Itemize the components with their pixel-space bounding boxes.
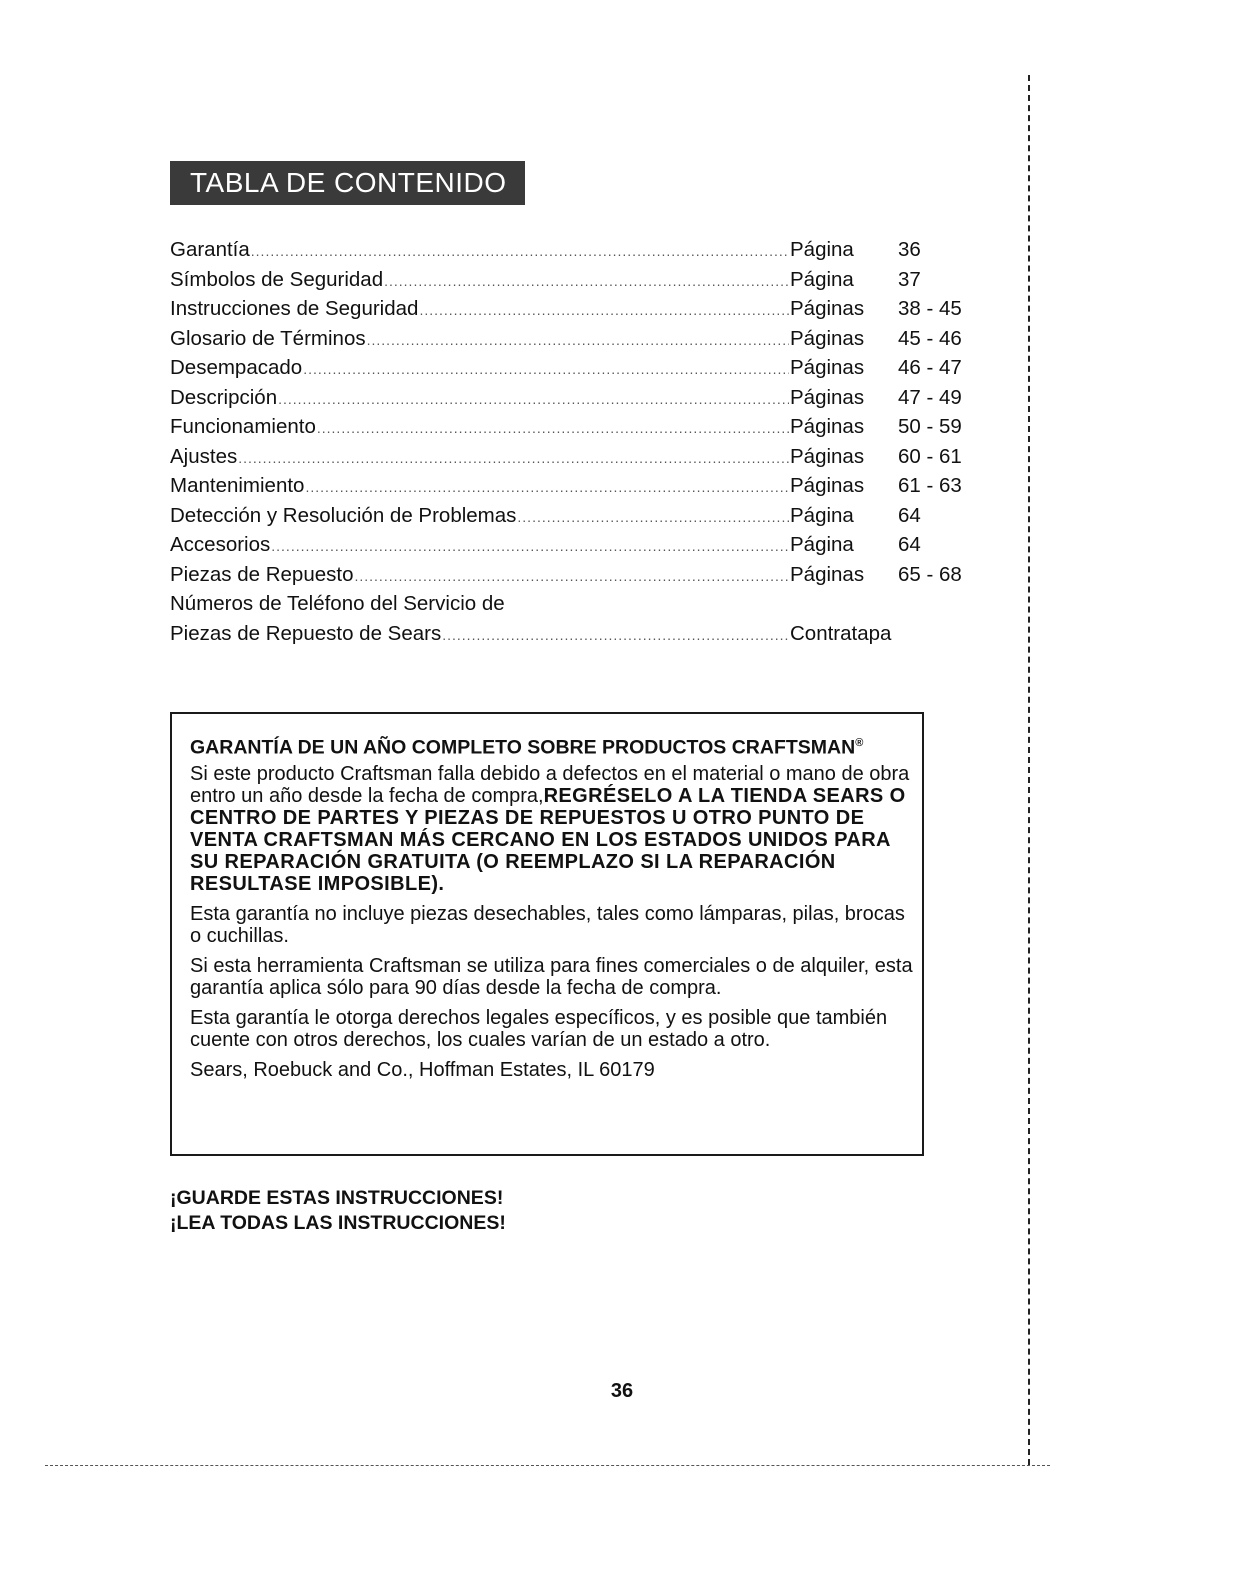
toc-page-word: Páginas: [790, 385, 865, 409]
toc-page-word: Página: [790, 238, 854, 261]
toc-page-range: 46 - 47: [898, 356, 962, 379]
read-instructions-notice: ¡LEA TODAS LAS INSTRUCCIONES!: [170, 1212, 506, 1234]
toc-page-range: 38 - 45: [898, 297, 962, 320]
toc-page-range: 50 - 59: [898, 415, 962, 438]
toc-leader-dots: [317, 414, 789, 444]
toc-page-range: 64: [898, 503, 921, 527]
toc-page-ref: Contratapa: [790, 621, 892, 645]
warranty-paragraph-3: Si esta herramienta Craftsman se utiliza para fines comerciales o de alquiler, esta garantía aplica sólo para 90 días desde la fecha de compra.: [190, 954, 913, 999]
toc-entry-label: Garantía: [170, 238, 250, 261]
horizontal-cut-line: [45, 1465, 1050, 1466]
toc-entry: [170, 294, 970, 324]
toc-entry-label: Glosario de Términos: [170, 326, 366, 350]
toc-leader-dots: [278, 385, 789, 415]
toc-page-word: Página: [790, 503, 854, 527]
toc-entry-label: Detección y Resolución de Problemas: [170, 503, 517, 527]
toc-leader-dots: [419, 296, 789, 326]
toc-page-word: Páginas: [790, 415, 865, 438]
toc-leader-dots: [303, 355, 789, 385]
toc-page-word: Páginas: [790, 444, 865, 468]
toc-page-range: 37: [898, 267, 921, 291]
toc-entry: [170, 412, 970, 442]
toc-entry: [170, 471, 970, 501]
toc-entry-label-line1: Números de Teléfono del Servicio de: [170, 592, 505, 615]
toc-page-range: 47 - 49: [898, 385, 962, 409]
toc-entry-label: Símbolos de Seguridad: [170, 267, 384, 291]
toc-leader-dots: [238, 444, 789, 474]
save-instructions-notice: ¡GUARDE ESTAS INSTRUCCIONES!: [170, 1187, 504, 1209]
toc-page-word: Páginas: [790, 356, 865, 379]
toc-leader-dots: [367, 326, 789, 356]
table-of-contents: [170, 235, 970, 648]
toc-entry: [170, 530, 970, 560]
toc-page-word: Páginas: [790, 474, 865, 497]
toc-entry: [170, 501, 970, 531]
toc-leader-dots: [271, 532, 789, 562]
toc-entry-label: Accesorios: [170, 533, 271, 556]
toc-page-word: Página: [790, 267, 854, 291]
warranty-title: GARANTÍA DE UN AÑO COMPLETO SOBRE PRODUCTOS CRAFTSMAN®: [190, 736, 864, 759]
toc-entry-label: Descripción: [170, 385, 278, 409]
toc-leader-dots: [354, 562, 789, 592]
toc-page-range: 60 - 61: [898, 444, 962, 468]
toc-entry-label: Desempacado: [170, 356, 303, 379]
toc-entry: [170, 560, 970, 590]
warranty-box: [170, 712, 924, 1156]
toc-leader-dots: [305, 473, 789, 503]
toc-entry-label: Piezas de Repuesto: [170, 562, 354, 586]
warranty-paragraph-2: Esta garantía no incluye piezas desechables, tales como lámparas, pilas, brocas o cuchillas.: [190, 902, 905, 947]
toc-entry-label: Instrucciones de Seguridad: [170, 297, 419, 320]
warranty-address: Sears, Roebuck and Co., Hoffman Estates, IL 60179: [190, 1058, 655, 1081]
toc-entry-label: Funcionamiento: [170, 415, 316, 438]
section-title: TABLA DE CONTENIDO: [170, 161, 525, 205]
toc-page-range: 61 - 63: [898, 474, 962, 497]
toc-entry: [170, 324, 970, 354]
toc-entry-label: Ajustes: [170, 444, 238, 468]
toc-page-range: 45 - 46: [898, 326, 962, 350]
toc-entry: [170, 265, 970, 295]
toc-entry: [170, 235, 970, 265]
toc-entry: [170, 353, 970, 383]
warranty-return-instructions: REGRÉSELO A LA TIENDA SEARS O CENTRO DE PARTES Y PIEZAS DE REPUESTOS U OTRO PUNTO DE VENTA CRAFTSMAN MÁS CERCANO EN LOS ESTADOS UNIDOS PARA SU REPARACIÓN GRATUITA (O REEMPLAZO SI LA REPARACIÓN RESULTASE IMPOSIBLE).: [190, 784, 906, 895]
warranty-paragraph-4: Esta garantía le otorga derechos legales específicos, y es posible que también cuente con otros derechos, los cuales varían de un estado a otro.: [190, 1006, 888, 1051]
toc-entry-label-line2: Piezas de Repuesto de Sears: [170, 621, 442, 645]
toc-page-word: Páginas: [790, 297, 865, 320]
toc-leader-dots: [442, 621, 789, 651]
warranty-paragraph-1: Si este producto Craftsman falla debido a defectos en el material o mano de obra entro un año desde la fecha de compra,REGRÉSELO A LA TIENDA SEARS O CENTRO DE PARTES Y PIEZAS DE REPUESTOS U OTRO PUNTO DE VENTA CRAFTSMAN MÁS CERCANO EN LOS ESTADOS UNIDOS PARA SU REPARACIÓN GRATUITA (O REEMPLAZO SI LA REPARACIÓN RESULTASE IMPOSIBLE).: [190, 762, 910, 895]
toc-leader-dots: [517, 503, 789, 533]
toc-page-word: Página: [790, 533, 854, 556]
toc-leader-dots: [384, 267, 789, 297]
toc-entry-phone-numbers: [170, 589, 970, 648]
toc-page-word: Páginas: [790, 326, 865, 350]
toc-page-range: 64: [898, 533, 921, 556]
registered-mark: ®: [855, 737, 864, 749]
toc-entry: [170, 442, 970, 472]
vertical-cut-line: [1028, 75, 1030, 1465]
toc-leader-dots: [251, 237, 789, 267]
toc-entry: [170, 383, 970, 413]
instruction-notices: [170, 1186, 506, 1236]
toc-page-word: Páginas: [790, 562, 865, 586]
toc-page-range: 65 - 68: [898, 562, 962, 586]
toc-entry-label: Mantenimiento: [170, 474, 305, 497]
page-number: 36: [610, 1380, 634, 1402]
toc-page-range: 36: [898, 238, 921, 261]
